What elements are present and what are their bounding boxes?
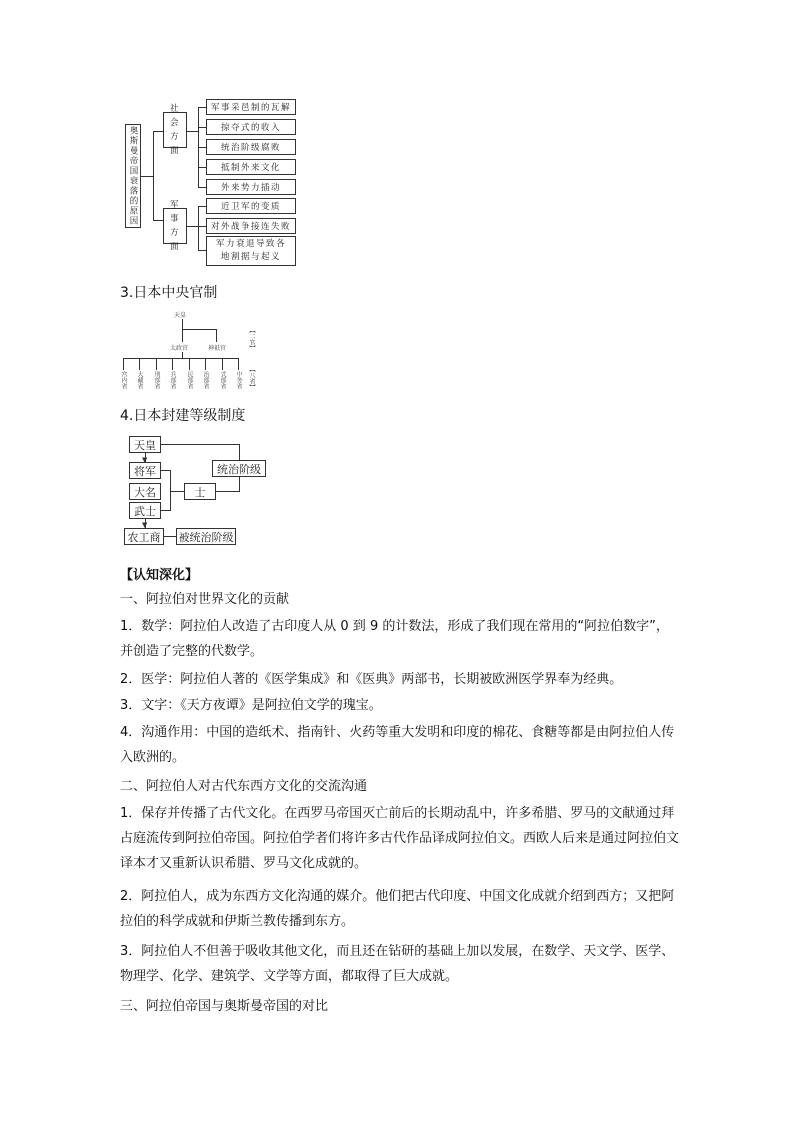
heading-2: 二、阿拉伯人对古代东西方文化的交流沟通 — [120, 779, 368, 794]
section-heading: 【认知深化】 — [120, 568, 199, 583]
heading-3: 三、阿拉伯帝国与奥斯曼帝国的对比 — [120, 999, 329, 1014]
ministry-3: 刑部省 — [153, 371, 160, 389]
ministry-5: 民部省 — [186, 371, 193, 389]
group-label-military: 军事方面 — [163, 208, 187, 244]
section-4-title: 4.日本封建等级制度 — [120, 408, 246, 424]
tenno-label: 天皇 — [174, 312, 187, 319]
ministry-4: 兵部省 — [169, 371, 176, 389]
commoners-box: 农工商 — [124, 528, 164, 545]
group-label-social: 社会方面 — [163, 112, 187, 148]
diagram-root-box: 奥斯曼帝国衰落的原因 — [125, 124, 141, 228]
paragraph-3: 3．文字：《天方夜谭》是阿拉伯文学的瑰宝。 — [120, 698, 382, 713]
ministry-1: 宫内省 — [120, 371, 127, 389]
military-item-1: 近卫军的变质 — [206, 198, 296, 214]
military-item-3: 军力衰退导致各地割据与起义 — [206, 236, 296, 266]
shi-box: 士 — [184, 483, 216, 500]
paragraph-6: 2．阿拉伯人，成为东西方文化沟通的媒介。他们把古代印度、中国文化成就介绍到西方；又把阿拉伯的科学成就和伊斯兰教传播到东方。 — [120, 889, 675, 929]
social-item-1: 军事采邑制的瓦解 — [206, 99, 296, 115]
paragraph-1: 1．数学：阿拉伯人改造了古印度人从 0 到 9 的计数法，形成了我们现在常用的“阿拉伯数字”，并创造了完整的代数学。 — [120, 619, 669, 659]
tenno-box: 天皇 — [129, 436, 161, 453]
heading-1: 一、阿拉伯对世界文化的贡献 — [120, 592, 290, 607]
social-item-5: 外来势力插动 — [206, 179, 296, 195]
ministry-7: 式部省 — [219, 371, 226, 389]
ministry-2: 大藏省 — [136, 371, 143, 389]
section-3-title: 3.日本中央官制 — [120, 285, 218, 301]
paragraph-2: 2．医学：阿拉伯人著的《医学集成》和《医典》两部书，长期被欧洲医学界奉为经典。 — [120, 672, 623, 687]
social-item-3: 统治阶级腐败 — [206, 139, 296, 155]
paragraph-7: 3．阿拉伯人不但善于吸收其他文化，而且还在钻研的基础上加以发展，在数学、天文学、医学、物理学、化学、建筑学、文学等方面，都取得了巨大成就。 — [120, 944, 675, 984]
dajokan-label: 太政官 — [170, 345, 189, 352]
shogun-box: 将军 — [129, 462, 161, 479]
daimyo-box: 大名 — [129, 483, 161, 500]
social-item-4: 抵制外来文化 — [206, 159, 296, 175]
ministry-8: 中务省 — [235, 371, 242, 389]
jingikan-label: 神祇官 — [208, 345, 227, 352]
paragraph-5: 1．保存并传播了古代文化。在西罗马帝国灭亡前后的长期动乱中，许多希腊、罗马的文献通过拜占庭流传到阿拉伯帝国。阿拉伯学者们将许多古代作品译成阿拉伯文。西欧人后来是通过阿拉伯文译本才又重新认识希腊、罗马文化成就的。 — [120, 806, 680, 871]
eight-ministries-bracket: 【八省】 — [248, 366, 255, 390]
paragraph-4: 4．沟通作用：中国的造纸术、指南针、火药等重大发明和印度的棉花、食糖等都是由阿拉伯人传入欧洲的。 — [120, 725, 675, 765]
two-offices-bracket: 【二官】 — [248, 327, 255, 351]
ruled-class-box: 被统治阶级 — [176, 528, 236, 545]
ruling-class-box: 统治阶级 — [212, 460, 266, 477]
social-item-2: 掠夺式的收入 — [206, 119, 296, 135]
military-item-2: 对外战争接连失败 — [206, 218, 296, 234]
bushi-box: 武士 — [129, 502, 161, 519]
ministry-6: 治部省 — [202, 371, 209, 389]
